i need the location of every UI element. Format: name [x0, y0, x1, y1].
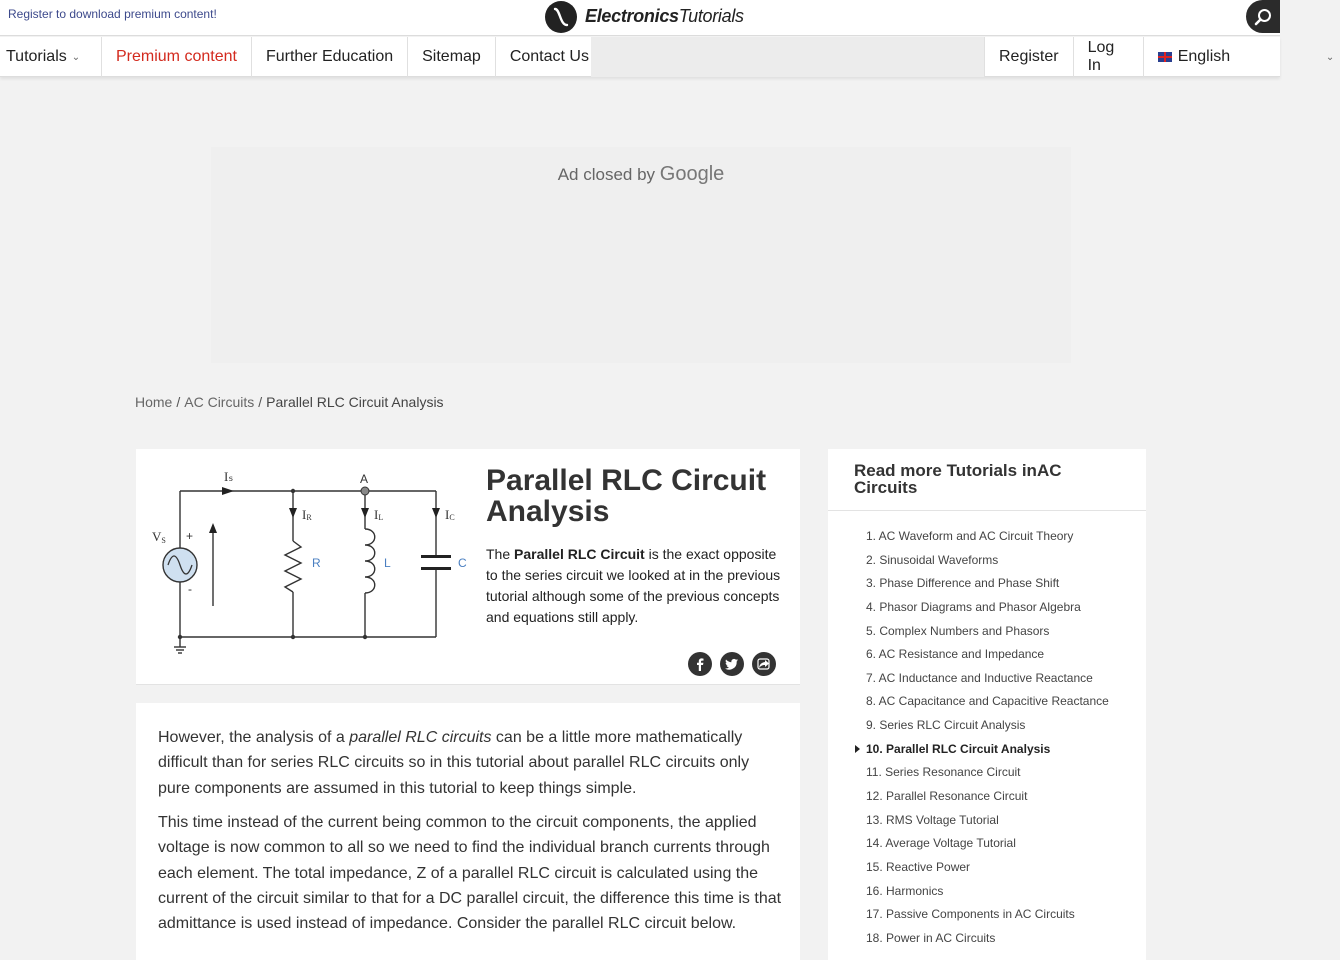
- sidebar-tutorial-link[interactable]: 17. Passive Components in AC Circuits: [866, 907, 1075, 922]
- sidebar-tutorial-link[interactable]: 4. Phasor Diagrams and Phasor Algebra: [866, 599, 1081, 614]
- sidebar-tutorial-link[interactable]: 6. AC Resistance and Impedance: [866, 647, 1045, 662]
- search-button[interactable]: [1246, 0, 1280, 33]
- label-ic: IC: [445, 507, 455, 522]
- paragraph: This time instead of the current being common to the circuit components, the applied voltage is now common to all so we need to find the individual branch currents through each element. The total impedance, Z of a parallel RLC circuit is calculated using the current of the circuit similar to that for a DC parallel circuit, the difference this time is that admittance is used instead of impedance. Consider the parallel RLC circuit below.: [158, 814, 782, 933]
- sidebar-tutorial-link[interactable]: 14. Average Voltage Tutorial: [866, 836, 1016, 851]
- share-buttons: [688, 652, 776, 676]
- nav-spacer: [591, 37, 984, 77]
- sidebar-tutorial-link[interactable]: 3. Phase Difference and Phase Shift: [866, 576, 1060, 591]
- top-bar: [0, 0, 1280, 36]
- sidebar-tutorial-link[interactable]: 5. Complex Numbers and Phasors: [866, 623, 1050, 638]
- label-il: IL: [374, 507, 384, 522]
- label-l: L: [384, 556, 391, 570]
- register-prompt-link[interactable]: Register to download premium content!: [8, 7, 217, 21]
- share-more-button[interactable]: [752, 652, 776, 676]
- tutorial-list: [854, 529, 1109, 955]
- sidebar-tutorial-link[interactable]: 9. Series RLC Circuit Analysis: [866, 718, 1026, 733]
- article-body: [136, 703, 800, 960]
- sidebar-tutorial-link[interactable]: 16. Harmonics: [866, 883, 944, 898]
- facebook-icon: [693, 657, 707, 671]
- uk-flag-icon: [1158, 52, 1172, 62]
- chevron-down-icon: ⌄: [71, 51, 81, 63]
- sidebar-heading: Read more Tutorials inAC Circuits: [828, 449, 1146, 511]
- sidebar-tutorial-link[interactable]: 1. AC Waveform and AC Circuit Theory: [866, 529, 1074, 543]
- sidebar-tutorial-link[interactable]: 13. RMS Voltage Tutorial: [866, 812, 999, 827]
- nav-sitemap[interactable]: Sitemap: [408, 37, 496, 77]
- label-plus: +: [186, 529, 194, 543]
- related-tutorials-sidebar: [828, 449, 1146, 960]
- nav-tutorials[interactable]: Tutorials ⌄: [0, 37, 102, 77]
- search-icon: [1253, 7, 1273, 27]
- label-is: Iₛ: [224, 469, 234, 484]
- twitter-icon: [725, 657, 739, 671]
- label-ir: IR: [302, 507, 312, 522]
- breadcrumb-home[interactable]: Home: [135, 394, 173, 410]
- ad-closed-notice: Ad closed by Google: [557, 163, 725, 185]
- paragraph: However, the analysis of a parallel RLC circuits can be a little more mathematically difficult than for series RLC circuits so in this tutorial about parallel RLC circuits only pure components are assumed in this tutorial to keep things simple.: [158, 729, 750, 797]
- sidebar-tutorial-link[interactable]: 2. Sinusoidal Waveforms: [866, 552, 999, 567]
- site-logo[interactable]: [545, 0, 744, 33]
- breadcrumb-current: Parallel RLC Circuit Analysis: [266, 394, 444, 410]
- parallel-rlc-circuit-diagram: [146, 461, 476, 666]
- sidebar-tutorial-link[interactable]: 10. Parallel RLC Circuit Analysis: [854, 742, 1109, 766]
- label-c: C: [458, 556, 467, 570]
- intro-card: [136, 449, 800, 685]
- ad-slot: [211, 147, 1071, 363]
- nav-further-education[interactable]: Further Education: [252, 37, 408, 77]
- sidebar-tutorial-link[interactable]: 18. Power in AC Circuits: [866, 930, 996, 945]
- breadcrumb-ac-circuits[interactable]: AC Circuits: [184, 394, 255, 410]
- nav-login[interactable]: Log In: [1073, 37, 1143, 77]
- breadcrumb: Home / AC Circuits / Parallel RLC Circuit Analysis: [135, 394, 444, 410]
- label-r: R: [312, 556, 321, 570]
- label-node-a: A: [360, 472, 369, 486]
- chevron-down-icon: ⌄: [1325, 51, 1335, 63]
- label-vs: VS: [152, 529, 166, 545]
- twitter-share-button[interactable]: [720, 652, 744, 676]
- nav-contact-us[interactable]: Contact Us: [496, 37, 604, 77]
- language-selector[interactable]: [1143, 37, 1340, 77]
- intro-lead: The Parallel RLC Circuit is the exact opposite to the series circuit we looked at in the previous tutorial although some of the previous concepts and equations still apply.: [486, 546, 781, 625]
- page-title: Parallel RLC Circuit Analysis: [486, 464, 767, 528]
- sidebar-tutorial-link[interactable]: 7. AC Inductance and Inductive Reactance: [866, 670, 1093, 685]
- nav-register[interactable]: Register: [984, 37, 1073, 77]
- facebook-share-button[interactable]: [688, 652, 712, 676]
- share-icon: [757, 657, 771, 671]
- google-brand: Google: [659, 163, 725, 185]
- main-nav: [0, 37, 1335, 77]
- logo-icon: [545, 1, 577, 33]
- nav-premium-content[interactable]: Premium content: [102, 37, 252, 77]
- sidebar-tutorial-link[interactable]: 15. Reactive Power: [866, 859, 971, 874]
- sidebar-tutorial-link[interactable]: 8. AC Capacitance and Capacitive Reactance: [866, 694, 1109, 709]
- label-minus: -: [188, 582, 192, 596]
- sidebar-tutorial-link[interactable]: 11. Series Resonance Circuit: [866, 765, 1021, 780]
- sidebar-tutorial-link[interactable]: 12. Parallel Resonance Circuit: [866, 789, 1028, 804]
- language-label: English: [1177, 48, 1231, 65]
- logo-text: ElectronicsTutorials: [585, 6, 744, 26]
